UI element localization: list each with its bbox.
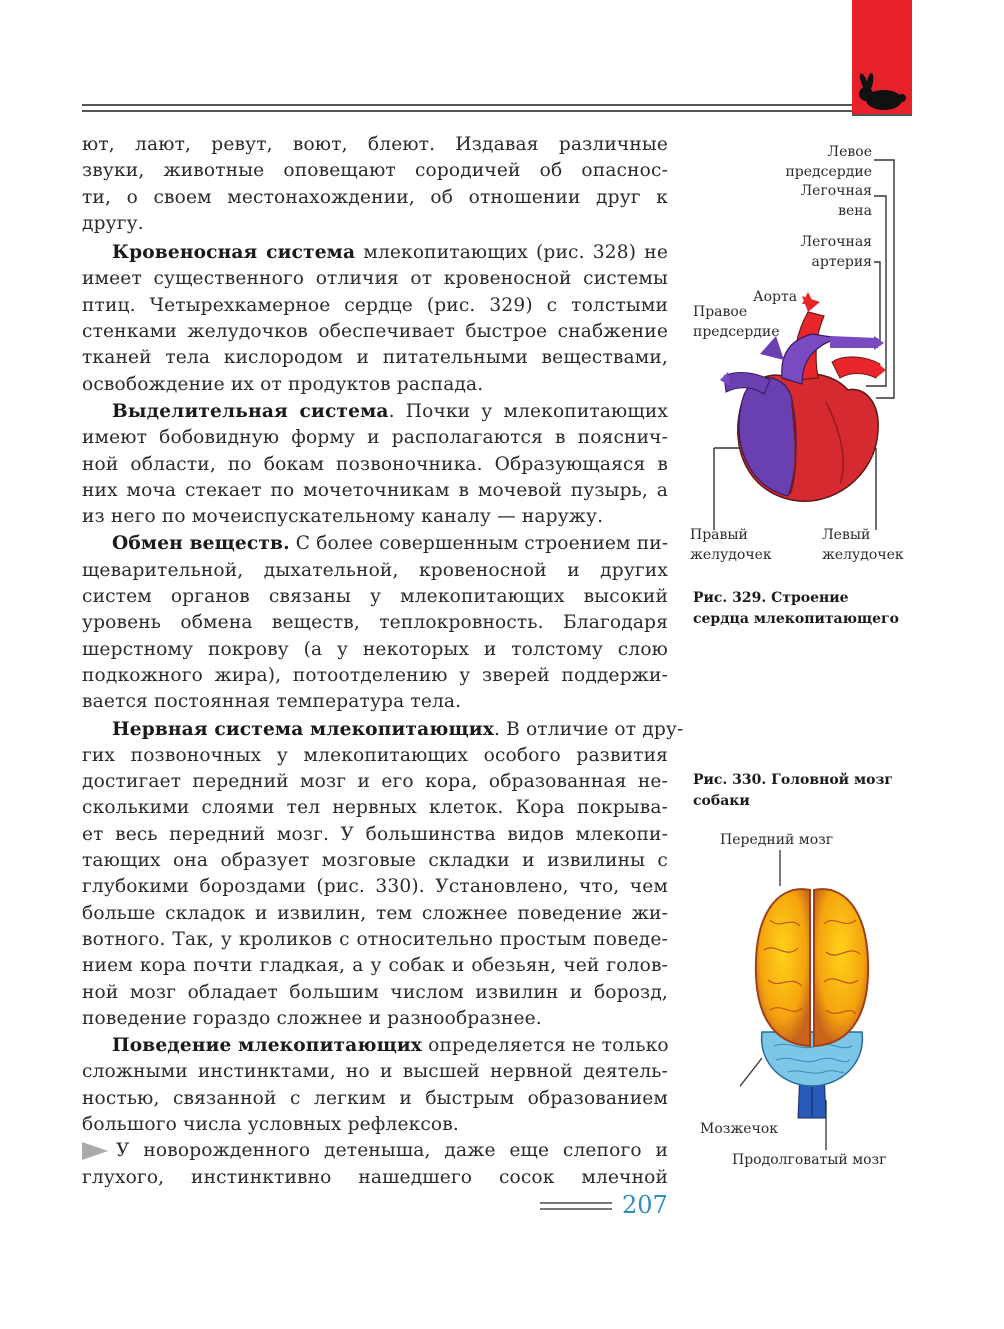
text-line: сложными инстинктами, но и высшей нервной деятель- [82, 1061, 668, 1083]
text-line: вотного. Так, у кроликов с относительно простым поведе- [82, 928, 668, 950]
text-line: ностью, связанной с легким и быстрым образованием [82, 1087, 668, 1109]
text-line: птиц. Четырехкамерное сердце (рис. 329) с толстыми [82, 294, 668, 316]
text-line: тающих она образует мозговые складки и извилины с [82, 850, 668, 872]
text-line: имеют бобовидную форму и располагаются в пояснич- [82, 427, 668, 449]
text-line: больше складок и извилин, тем сложнее поведение жи- [82, 902, 668, 924]
footer-rule [540, 1202, 612, 1204]
label-aorta: Аорта [753, 289, 798, 305]
label-left-atrium: Левое предсердие [785, 144, 872, 180]
figure-caption: Рис. 330. Головной мозг собаки [693, 772, 893, 809]
text-line: стенками желудочков обеспечивает быстрое снабжение [82, 321, 668, 343]
text-line: Выделительная система. Почки у млекопитающих [112, 400, 669, 422]
section-heading: Поведение млекопитающих [112, 1035, 423, 1057]
triangle-marker-icon [82, 1142, 108, 1160]
section-heading: Нервная система млекопитающих [112, 718, 494, 740]
text-line: ной мозг обладает большим числом извилин и борозд, [82, 981, 668, 1003]
text-line: гих позвоночных у млекопитающих особого развития [82, 744, 668, 766]
text-line: вается постоянная температура тела. [82, 691, 462, 713]
brain-diagram [740, 850, 910, 1150]
text-line: сколькими слоями тел нервных клеток. Кора покрыва- [82, 797, 668, 819]
text-line: ют, лают, ревут, воют, блеют. Издавая различные [82, 134, 668, 155]
label-left-ventricle: Левый желудочек [822, 527, 904, 563]
text-line: звуки, животные оповещают сородичей об опаснос- [82, 160, 668, 182]
text-line: У новорожденного детеныша, даже еще слепого и [82, 1138, 668, 1164]
text-line: имеет существенного отличия от кровеносной системы [82, 268, 668, 290]
label-medulla: Продолговатый мозг [732, 1152, 887, 1168]
section-heading: Выделительная система [112, 400, 389, 422]
text-line: из него по мочеиспускательному каналу — наружу. [82, 506, 604, 528]
figure-caption: Рис. 329. Строение сердца млекопитающего [693, 590, 899, 627]
text-line: нием кора почти гладкая, а у собак и обезьян, чей голов- [82, 955, 668, 977]
text-line: освобождение их от продуктов распада. [82, 373, 484, 395]
page-number: 207 [622, 1191, 668, 1219]
text-line: тканей тела кислородом и питательными веществами, [82, 347, 668, 369]
text-line: щеварительной, дыхательной, кровеносной и других [82, 559, 668, 581]
text-line: ной области, по бокам позвоночника. Образующаяся в [82, 453, 668, 475]
label-right-atrium: Правое предсердие [693, 304, 780, 340]
text-line: подкожного жира), потоотделению у зверей поддержи- [82, 664, 668, 686]
text-line: Нервная система млекопитающих. В отличие от дру- [112, 718, 684, 740]
header-rule [82, 110, 852, 112]
section-heading: Обмен веществ. [112, 533, 290, 555]
label-cerebellum: Мозжечок [700, 1121, 778, 1137]
text-line: систем органов связаны у млекопитающих высокий [82, 586, 668, 608]
text-line: поведение гораздо сложнее и разнообразнее. [82, 1007, 542, 1029]
label-pulmonary-artery: Легочная артерия [800, 234, 872, 270]
text-line: шерстному покрову (а у некоторых и толстому слою [82, 638, 668, 660]
text-line: глухого, инстинктивно нашедшего сосок млечной [82, 1166, 668, 1188]
text-line: ет весь передний мозг. У большинства видов млекопи- [82, 823, 668, 845]
text-line: них моча стекает по мочеточникам в мочевой пузырь, а [82, 479, 668, 501]
text-line: большого числа условных рефлексов. [82, 1113, 459, 1135]
label-right-ventricle: Правый желудочек [690, 527, 772, 563]
body-text [82, 132, 684, 1191]
header-rule [852, 114, 912, 116]
rabbit-icon [852, 0, 912, 116]
text-line: другу. [82, 212, 144, 234]
text-line: достигает передний мозг и его кора, образованная не- [82, 771, 668, 793]
section-heading: Кровеносная система [112, 242, 356, 264]
header-rule [82, 104, 852, 106]
text-line: ти, о своем местонахождении, об отношении друг к [82, 186, 668, 208]
text-line: Поведение млекопитающих определяется не только [112, 1035, 669, 1057]
text-line: уровень обмена веществ, теплокровность. Благодаря [82, 612, 668, 634]
label-pulmonary-vein: Легочная вена [800, 183, 872, 219]
footer-rule [540, 1208, 612, 1210]
label-forebrain: Передний мозг [720, 832, 834, 848]
chapter-tab [852, 0, 912, 116]
text-line: Кровеносная система млекопитающих (рис. 328) не [112, 242, 668, 264]
text-line: Обмен веществ. С более совершенным строением пи- [112, 533, 669, 555]
text-line: глубокими бороздами (рис. 330). Установлено, что, чем [82, 876, 668, 898]
